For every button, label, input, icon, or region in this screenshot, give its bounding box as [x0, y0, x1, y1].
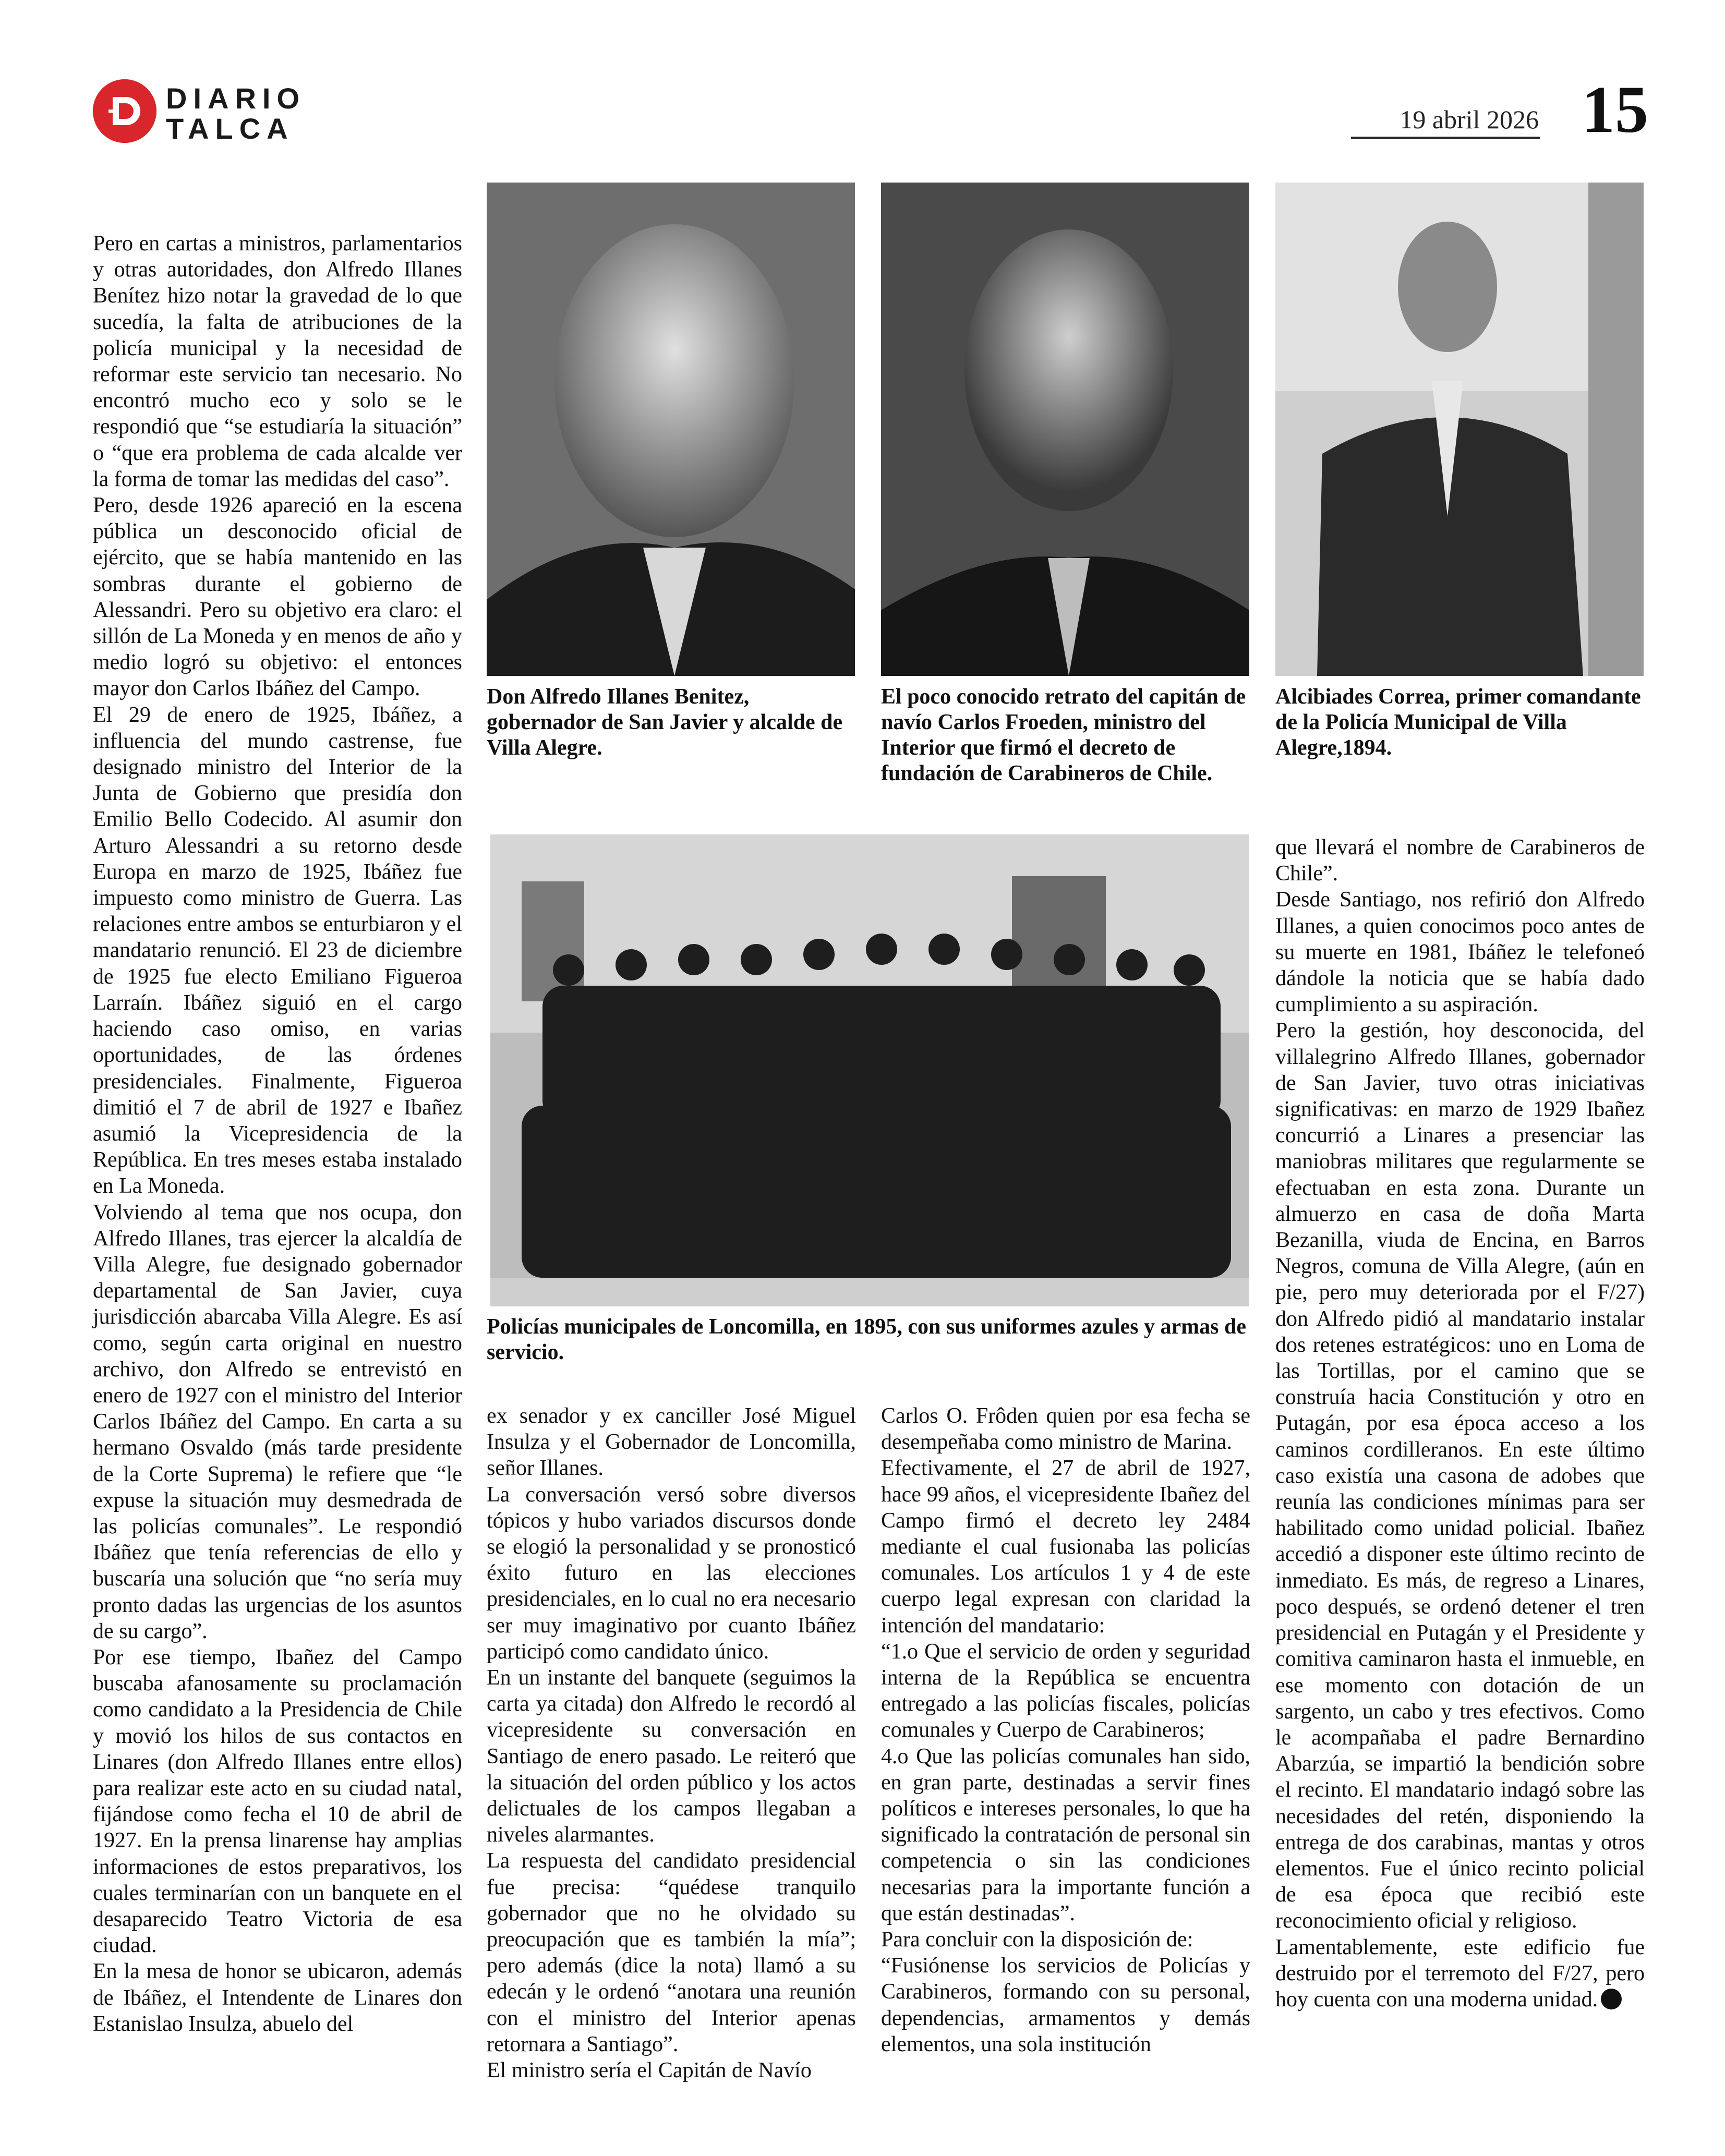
paragraph: Carlos O. Frôden quien por esa fecha se desempeñaba como ministro de Marina. — [881, 1404, 1250, 1455]
paragraph: que llevará el nombre de Carabineros de Chile”. — [1275, 835, 1645, 886]
article-column-2 — [487, 1403, 856, 2084]
date-rule — [1351, 137, 1540, 139]
article-column-1 — [93, 231, 462, 2037]
paragraph: “1.o Que el servicio de orden y seguridad interna de la República se encuentra entregado a las policías fiscales, policías comunales y Cuerpo de Carabineros; — [881, 1639, 1250, 1742]
paragraph-final — [1275, 1934, 1645, 2013]
issue-date: 19 abril 2026 — [1400, 105, 1539, 134]
paragraph: Para concluir con la disposición de: — [881, 1928, 1193, 1952]
paragraph: Efectivamente, el 27 de abril de 1927, hace 99 años, el vicepresidente Ibañez del Campo firmó el decreto ley 2484 mediante el cual fusionaba las policías comunales. Los artículos 1 y 4 de este cuerpo legal expresan con claridad la intención del mandatario: — [881, 1456, 1250, 1638]
paragraph: Volviendo al tema que nos ocupa, don Alfredo Illanes, tras ejercer la alcaldía de Villa Alegre, fue designado gobernador departamental de San Javier, cuya jurisdicción abarcaba Villa Alegre. Es así como, según carta original en nuestro archivo, don Alfredo se entrevistó en enero de 1927 con el ministro del Interior Carlos Ibáñez del Campo. En carta a su hermano Osvaldo (más tarde presidente de la Corte Suprema) le refiere que “le expuse la situación muy desmedrada de las policías comunales”. Le respondió Ibáñez que tenía referencias de ello y buscaría una solución que “no sería muy pronto dadas las urgencias de los asuntos de su cargo”. — [93, 1200, 462, 1643]
paragraph: En un instante del banquete (seguimos la carta ya citada) don Alfredo le recordó al vicepresidente su conversación en Santiago de enero pasado. Le reiteró que la situación del orden público y los actos delictuales de los campos llegaban a niveles alarmantes. — [487, 1666, 856, 1847]
photo-caption-policias: Policías municipales de Loncomilla, en 1895, con sus uniformes azules y armas de servicio. — [487, 1315, 1247, 1364]
article-column-4 — [1275, 834, 1645, 2013]
paragraph: El 29 de enero de 1925, Ibáñez, a influencia del mundo castrense, fue designado ministro del Interior de la Junta de Gobierno que presidía don Emilio Bello Codecido. Al asumir don Arturo Alessandri a su retorno desde Europa en marzo de 1925, Ibáñez fue impuesto como ministro de Guerra. Las relaciones entre ambos se enturbiaron y el mandatario renunció. El 23 de diciembre de 1925 fue electo Emiliano Figueroa Larraín. Ibáñez siguió en el cargo haciendo caso omiso, en varias oportunidades, de las órdenes presidenciales. Finalmente, Figueroa dimitió el 7 de abril de 1927 e Ibañez asumió la Vicepresidencia de la República. En tres meses estaba instalado en La Moneda. — [93, 702, 462, 1198]
paragraph: El ministro sería el Capitán de Navío — [487, 2058, 812, 2083]
paragraph: En la mesa de honor se ubicaron, además de Ibáñez, el Intendente de Linares don Estanislao Insulza, abuelo del — [93, 1959, 462, 2036]
photo-caption-correa: Alcibiades Correa, primer comandante de la Policía Municipal de Villa Alegre,1894. — [1275, 685, 1641, 760]
logo-line-diario: DIARIO — [166, 82, 306, 115]
article-column-3 — [881, 1403, 1250, 2057]
paragraph: ex senador y ex canciller José Miguel Insulza y el Gobernador de Loncomilla, señor Illanes. — [487, 1404, 856, 1481]
final-text: Lamentablemente, este edificio fue destruido por el terremoto del F/27, pero hoy cuenta con una moderna unidad. — [1275, 1935, 1645, 2012]
paragraph: “Fusiónense los servicios de Policías y Carabineros, formando con su personal, dependencias, armamentos y demás elementos, una sola institución — [881, 1954, 1250, 2056]
logo-wordmark — [166, 83, 306, 144]
paragraph: Desde Santiago, nos refirió don Alfredo Illanes, a quien conocimos poco antes de su muerte en 1981, Ibáñez le telefoneó dándole la noticia que se había dado cumplimiento a su aspiración. — [1275, 888, 1645, 1017]
paragraph: Pero la gestión, hoy desconocida, del villalegrino Alfredo Illanes, gobernador de San Javier, tuvo otras iniciativas significativas: en marzo de 1929 Ibañez concurrió a Linares a presenciar las maniobras militares que regularmente se efectuaban en esta zona. Durante un almuerzo en casa de doña Marta Bezanilla, viuda de Encina, en Barros Negros, comuna de Villa Alegre, (aún en pie, pero muy deteriorada por el F/27) don Alfredo pidió al mandatario instalar dos retenes estratégicos: uno en Loma de las Tortillas, por el camino que se construía hacia Constitución y otro en Putagán, por esa época acceso a los caminos cordilleranos. En este último caso existía una casona de adobes que reunía las condiciones mínimas para ser habilitado como unidad policial. Ibañez accedió a disponer este último recinto de inmediato. Es más, de regreso a Linares, poco después, se ordenó detener el tren presidencial en Putagán y el Presidente y comitiva caminaron hasta el inmueble, en ese momento con dotación de un sargento, un cabo y tres efectivos. Como le acompañaba el padre Bernardino Abarzúa, se impartió la bendición sobre el recinto. El mandatario indagó sobre las necesidades del retén, disponiendo la entrega de dos carabinas, mantas y otros elementos. Fue el único recinto policial de esa época que recibió este reconocimiento oficial y religioso. — [1275, 1019, 1645, 1933]
logo-line-talca: TALCA — [166, 112, 294, 145]
paragraph: Por ese tiempo, Ibañez del Campo buscaba afanosamente su proclamación como candidato a la Presidencia de Chile y movió los hilos de sus contactos en Linares (don Alfredo Illanes entre ellos) para realizar este acto en su ciudad natal, fijándose como fecha el 10 de abril de 1927. En la prensa linarense hay amplias informaciones de estos preparativos, los cuales terminarían con un banquete en el desaparecido Teatro Victoria de esa ciudad. — [93, 1645, 462, 1958]
paragraph: La respuesta del candidato presidencial fue precisa: “quédese tranquilo gobernador que no he olvidado su preocupación que es también la mía”; pero además (dice la nota) llamó a su edecán y le ordenó “anotara una reunión con el ministro del Interior apenas retornara a Santiago”. — [487, 1849, 856, 2056]
paragraph: Pero, desde 1926 apareció en la escena pública un desconocido oficial de ejército, que se había mantenido en las sombras durante el gobierno de Alessandri. Pero su objetivo era claro: el sillón de La Moneda y en menos de año y medio logró su objetivo: el entonces mayor don Carlos Ibáñez del Campo. — [93, 493, 462, 701]
portrait-photo-illanes — [487, 183, 855, 676]
end-dot-icon — [1601, 1989, 1622, 2009]
page-number: 15 — [1582, 72, 1648, 147]
paragraph: Pero en cartas a ministros, parlamentarios y otras autoridades, don Alfredo Illanes Benítez hizo notar la gravedad de lo que sucedía, la falta de atribuciones de la policía municipal y la necesidad de reformar este servicio tan necesario. No encontró mucho eco y solo se le respondió que “se estudiaría la situación” o “que era problema de cada alcalde ver la forma de tomar las medidas del caso”. — [93, 232, 462, 491]
portrait-photo-correa — [1275, 183, 1644, 676]
group-photo-policias — [490, 834, 1249, 1306]
photo-caption-froeden: El poco conocido retrato del capitán de navío Carlos Froeden, ministro del Interior que firmó el decreto de fundación de Carabineros de Chile. — [881, 685, 1246, 785]
photo-caption-illanes: Don Alfredo Illanes Benitez, gobernador de San Javier y alcalde de Villa Alegre. — [487, 685, 843, 760]
paragraph: 4.o Que las policías comunales han sido, en gran parte, destinadas a servir fines políticos e intereses personales, lo que ha significado la contratación de personal sin competencia o sin las condiciones necesarias para la importante función a que están destinadas”. — [881, 1744, 1250, 1925]
paragraph: La conversación versó sobre diversos tópicos y hubo variados discursos donde se elogió la personalidad y se pronosticó éxito futuro en las elecciones presidenciales, en lo cual no era necesario ser muy imaginativo por cuanto Ibáñez participó como candidato único. — [487, 1482, 856, 1664]
logo-d-icon — [93, 79, 156, 143]
portrait-photo-froeden — [881, 183, 1249, 676]
